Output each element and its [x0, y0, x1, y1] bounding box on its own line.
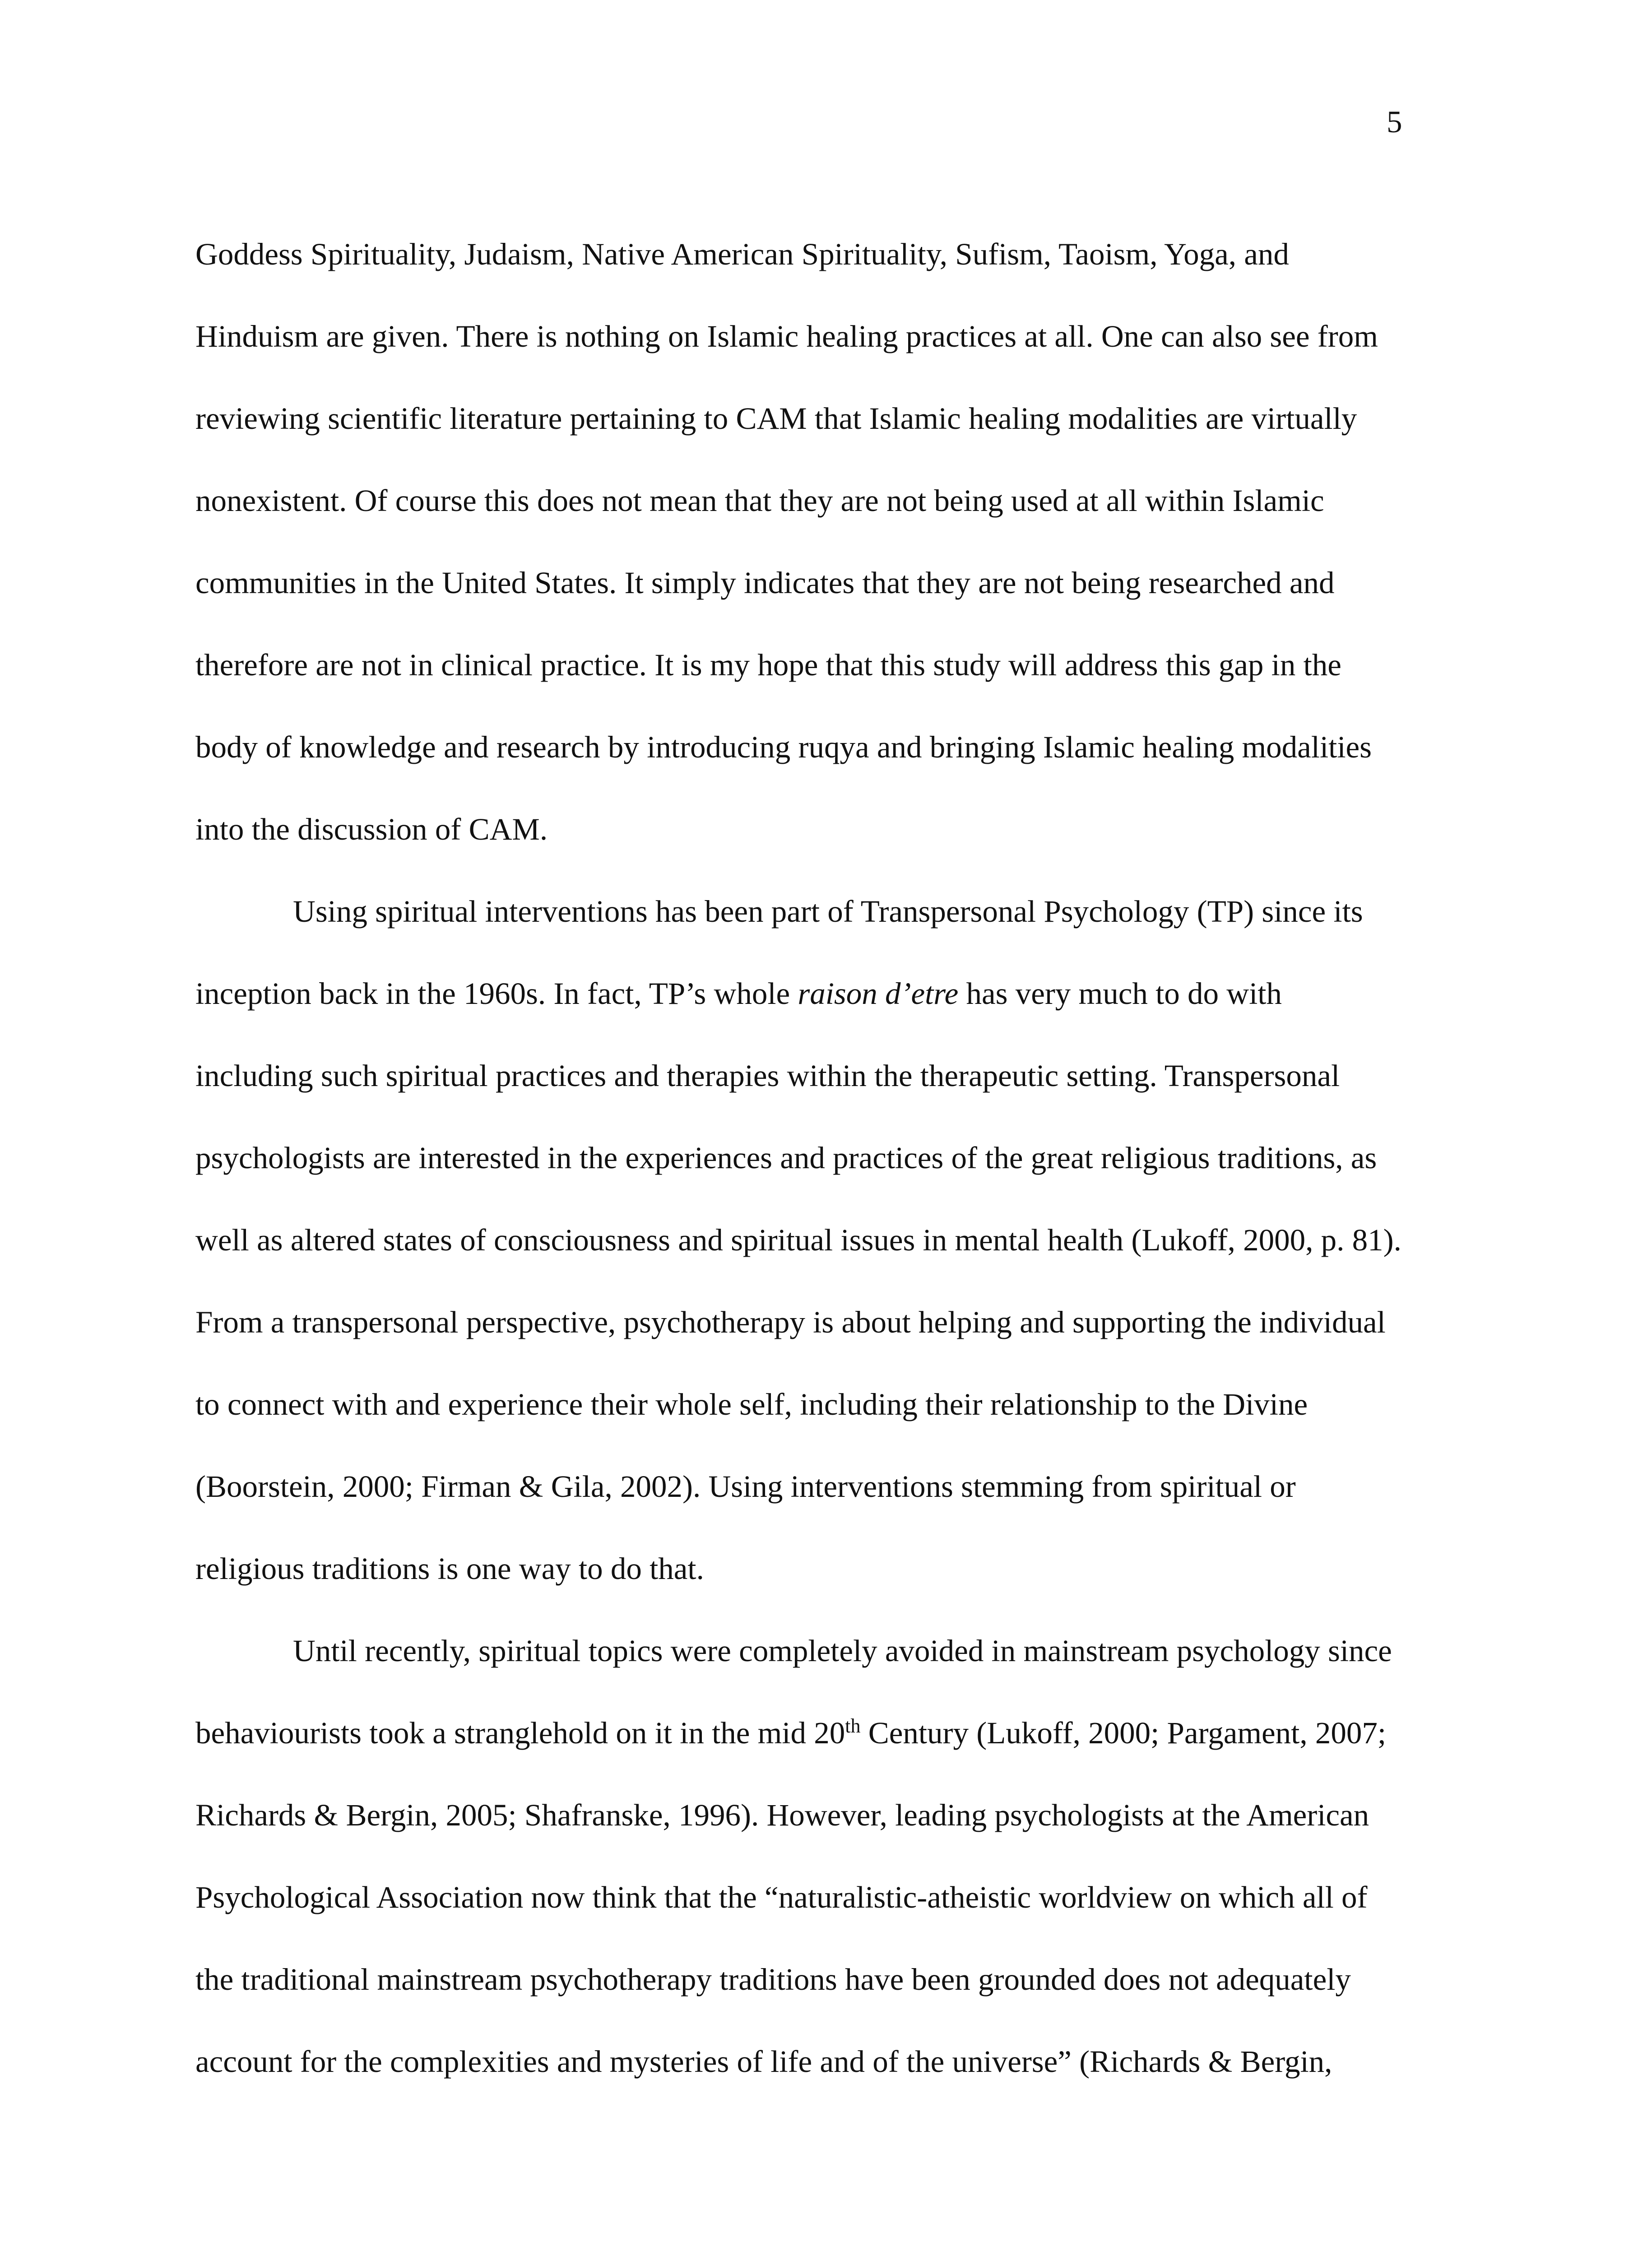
text-line: From a transpersonal perspective, psychotherapy is about helping and supporting the individual	[195, 1305, 1386, 1339]
page-number: 5	[1387, 105, 1402, 139]
text-line: nonexistent. Of course this does not mean that they are not being used at all within Islamic	[195, 483, 1324, 518]
text-line: into the discussion of CAM.	[195, 812, 548, 846]
text-line: including such spiritual practices and therapies within the therapeutic setting. Transpersonal	[195, 1059, 1340, 1093]
text-line: account for the complexities and mysteries of life and of the universe” (Richards & Bergin,	[195, 2044, 1332, 2079]
text-line: to connect with and experience their whole self, including their relationship to the Divine	[195, 1387, 1308, 1421]
paragraph-first-line: Using spiritual interventions has been part of Transpersonal Psychology (TP) since its	[293, 894, 1363, 929]
text-segment: behaviourists took a stranglehold on it in the mid 20	[195, 1716, 845, 1750]
text-segment: has very much to do with	[958, 976, 1282, 1011]
text-line: psychologists are interested in the experiences and practices of the great religious traditions, as	[195, 1141, 1377, 1175]
paragraph-first-line: Until recently, spiritual topics were completely avoided in mainstream psychology since	[293, 1634, 1392, 1668]
text-line: the traditional mainstream psychotherapy traditions have been grounded does not adequately	[195, 1962, 1351, 1997]
text-line: Hinduism are given. There is nothing on Islamic healing practices at all. One can also see from	[195, 319, 1378, 353]
italic-phrase: raison d’etre	[798, 976, 959, 1011]
text-line: Psychological Association now think that the “naturalistic-atheistic worldview on which all of	[195, 1880, 1368, 1914]
text-segment: inception back in the 1960s. In fact, TP’s whole	[195, 976, 798, 1011]
text-line: well as altered states of consciousness and spiritual issues in mental health (Lukoff, 2000, p. 81).	[195, 1223, 1401, 1257]
text-line: therefore are not in clinical practice. It is my hope that this study will address this gap in the	[195, 648, 1341, 682]
text-line-with-superscript	[195, 1692, 1459, 1774]
text-line: religious traditions is one way to do that.	[195, 1551, 704, 1586]
text-line: reviewing scientific literature pertaining to CAM that Islamic healing modalities are virtually	[195, 401, 1357, 436]
text-segment: Century (Lukoff, 2000; Pargament, 2007;	[860, 1716, 1387, 1750]
text-line: Goddess Spirituality, Judaism, Native American Spirituality, Sufism, Taoism, Yoga, and	[195, 237, 1289, 271]
body-text	[195, 213, 1459, 2103]
text-line: (Boorstein, 2000; Firman & Gila, 2002). Using interventions stemming from spiritual or	[195, 1469, 1296, 1504]
text-line: body of knowledge and research by introducing ruqya and bringing Islamic healing modalities	[195, 730, 1372, 764]
text-line: communities in the United States. It simply indicates that they are not being researched and	[195, 566, 1335, 600]
text-line-with-italic	[195, 952, 1459, 1035]
superscript: th	[845, 1715, 861, 1737]
text-line: Richards & Bergin, 2005; Shafranske, 1996). However, leading psychologists at the American	[195, 1798, 1369, 1832]
